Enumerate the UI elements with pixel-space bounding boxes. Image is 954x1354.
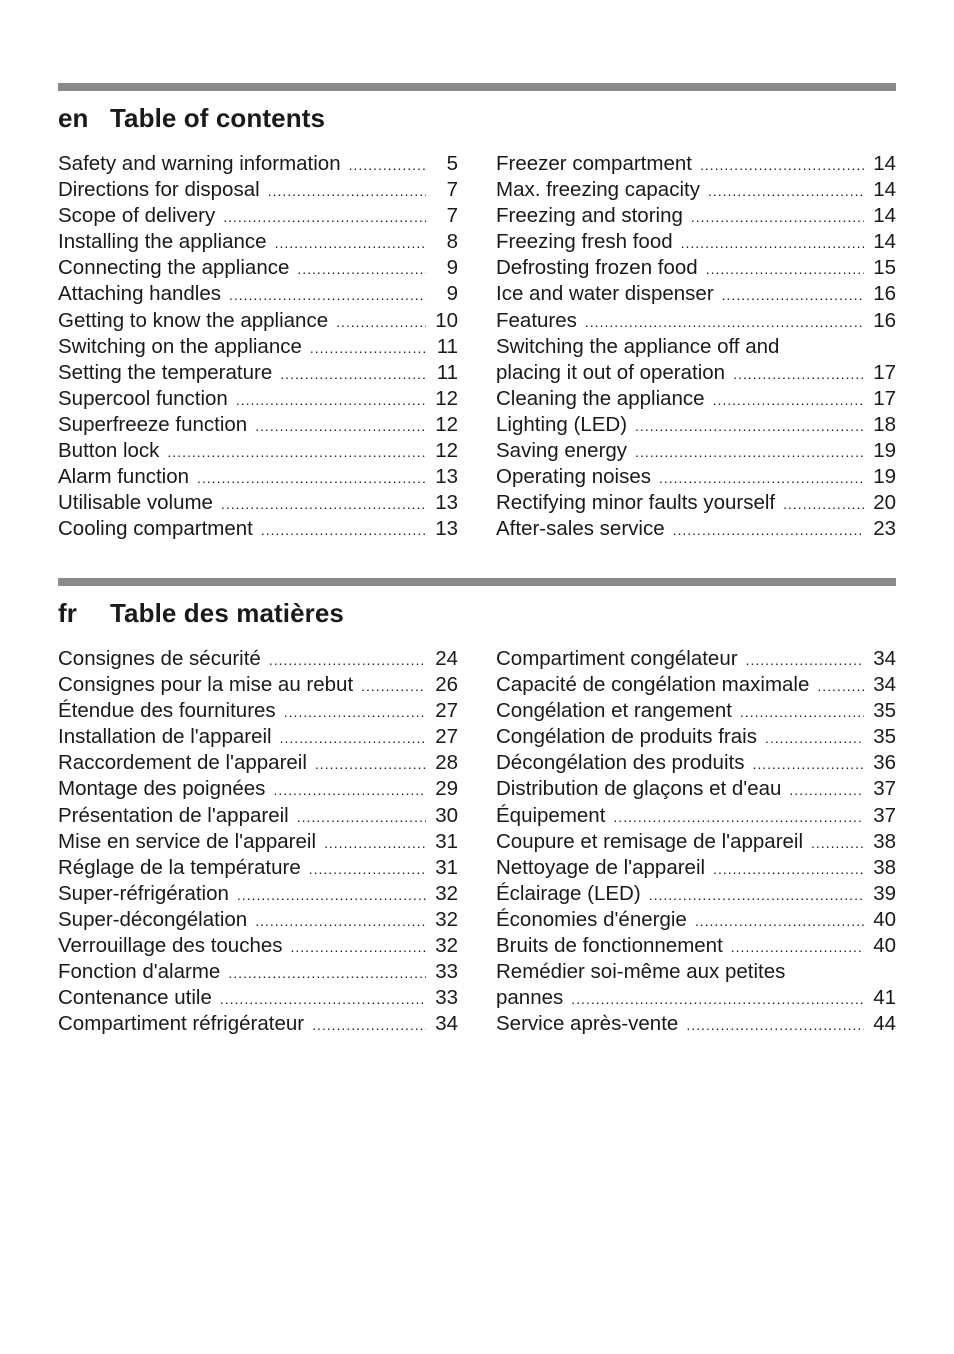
toc-entry-title: Saving energy bbox=[496, 439, 628, 463]
toc-column-left bbox=[58, 646, 458, 1037]
dot-leader bbox=[228, 960, 426, 986]
toc-entry-page: 34 bbox=[873, 647, 896, 670]
toc-entry[interactable] bbox=[496, 698, 896, 724]
toc-entry[interactable] bbox=[496, 360, 896, 386]
toc-entry-page: 17 bbox=[873, 360, 896, 384]
toc-column-right bbox=[496, 151, 896, 542]
dot-leader bbox=[268, 178, 426, 204]
toc-entry-title: Super-décongélation bbox=[58, 907, 248, 931]
dot-leader bbox=[221, 491, 426, 517]
toc-entry-title: Compartiment réfrigérateur bbox=[58, 1012, 305, 1036]
toc-entry[interactable] bbox=[496, 829, 896, 855]
toc-entry-title: Éclairage (LED) bbox=[496, 881, 641, 905]
toc-entry-page: 35 bbox=[873, 725, 896, 749]
toc-entry-page: 37 bbox=[873, 777, 896, 801]
toc-entry[interactable] bbox=[496, 1011, 896, 1037]
dot-leader bbox=[223, 204, 426, 230]
dot-leader bbox=[740, 699, 864, 725]
toc-entry[interactable] bbox=[496, 151, 896, 177]
toc-entry-page: 32 bbox=[435, 934, 458, 958]
toc-entry[interactable] bbox=[496, 412, 896, 438]
toc-entry[interactable] bbox=[496, 490, 896, 516]
toc-entry[interactable] bbox=[496, 334, 896, 360]
toc-entry-page: 28 bbox=[435, 751, 458, 775]
toc-entry-page: 36 bbox=[873, 751, 896, 775]
toc-entry[interactable] bbox=[496, 750, 896, 776]
toc-entry-page: 12 bbox=[435, 386, 458, 410]
toc-entry[interactable] bbox=[58, 803, 458, 829]
toc-entry[interactable] bbox=[496, 516, 896, 542]
toc-entry[interactable] bbox=[58, 516, 458, 542]
toc-entry[interactable] bbox=[496, 646, 896, 672]
dot-leader bbox=[681, 230, 864, 256]
toc-entry[interactable] bbox=[496, 464, 896, 490]
dot-leader bbox=[722, 282, 864, 308]
dot-leader bbox=[297, 804, 426, 830]
dot-leader bbox=[649, 882, 864, 908]
toc-entry-page: 24 bbox=[435, 647, 458, 670]
toc-entry[interactable] bbox=[496, 438, 896, 464]
toc-entry[interactable] bbox=[58, 308, 458, 334]
toc-entry-page: 17 bbox=[873, 386, 896, 410]
toc-entry[interactable] bbox=[58, 881, 458, 907]
toc-entry-title: Connecting the appliance bbox=[58, 256, 290, 280]
toc-entry-title: Attaching handles bbox=[58, 282, 221, 306]
dot-leader bbox=[280, 725, 426, 751]
toc-entry-title: Verrouillage des touches bbox=[58, 934, 283, 958]
toc-entry-title: pannes bbox=[496, 986, 564, 1010]
toc-entry-page: 18 bbox=[873, 412, 896, 436]
toc-entry[interactable] bbox=[496, 672, 896, 698]
toc-entry-title: Nettoyage de l'appareil bbox=[496, 855, 706, 879]
toc-entry-page: 23 bbox=[873, 517, 896, 541]
toc-entry-title: Installation de l'appareil bbox=[58, 725, 272, 749]
section-rule bbox=[58, 578, 896, 586]
dot-leader bbox=[269, 647, 426, 673]
toc-entry-page: 29 bbox=[435, 777, 458, 801]
toc-entry-title: Features bbox=[496, 308, 577, 332]
toc-entry-title: Button lock bbox=[58, 439, 160, 463]
toc-entry[interactable] bbox=[496, 907, 896, 933]
toc-entry-page: 13 bbox=[435, 491, 458, 515]
dot-leader bbox=[817, 673, 864, 699]
dot-leader bbox=[695, 908, 864, 934]
dot-leader bbox=[752, 751, 864, 777]
toc-entry-page: 44 bbox=[873, 1012, 896, 1036]
toc-entry-title: Super-réfrigération bbox=[58, 881, 229, 905]
toc-entry-page: 12 bbox=[435, 412, 458, 436]
toc-entry-title: Defrosting frozen food bbox=[496, 256, 698, 280]
toc-entry-title: Consignes de sécurité bbox=[58, 647, 261, 670]
dot-leader bbox=[220, 986, 426, 1012]
toc-entry-page: 9 bbox=[446, 282, 458, 306]
toc-entry[interactable] bbox=[58, 907, 458, 933]
toc-entry-page: 27 bbox=[435, 725, 458, 749]
toc-entry-page: 19 bbox=[873, 465, 896, 489]
toc-entry-title: Réglage de la température bbox=[58, 855, 301, 879]
language-code: fr bbox=[58, 598, 77, 628]
dot-leader bbox=[713, 856, 864, 882]
dot-leader bbox=[783, 491, 864, 517]
toc-entry-page: 32 bbox=[435, 907, 458, 931]
toc-entry[interactable] bbox=[496, 803, 896, 829]
dot-leader bbox=[731, 934, 864, 960]
toc-entry[interactable] bbox=[58, 985, 458, 1011]
toc-entry-title: Utilisable volume bbox=[58, 491, 213, 515]
toc-entry-title: Compartiment congélateur bbox=[496, 647, 738, 670]
dot-leader bbox=[167, 439, 426, 465]
toc-entry[interactable] bbox=[58, 464, 458, 490]
dot-leader bbox=[273, 777, 426, 803]
toc-entry-page: 5 bbox=[446, 152, 458, 175]
toc-entry-page: 15 bbox=[873, 256, 896, 280]
section-heading bbox=[58, 598, 896, 628]
toc-entry[interactable] bbox=[58, 151, 458, 177]
section-heading bbox=[58, 103, 896, 133]
toc-entry-page: 35 bbox=[873, 699, 896, 723]
toc-entry-page: 30 bbox=[435, 803, 458, 827]
dot-leader bbox=[585, 309, 864, 335]
toc-entry-title: Freezing and storing bbox=[496, 204, 683, 228]
toc-entry-title: Alarm function bbox=[58, 465, 190, 489]
section-rule bbox=[58, 83, 896, 91]
dot-leader bbox=[324, 830, 426, 856]
dot-leader bbox=[691, 204, 864, 230]
toc-entry-page: 13 bbox=[435, 465, 458, 489]
toc-entry-title: Raccordement de l'appareil bbox=[58, 751, 307, 775]
toc-entry[interactable] bbox=[58, 438, 458, 464]
toc-entry-title: Congélation et rangement bbox=[496, 699, 732, 723]
toc-entry-title: Remédier soi-même aux petites bbox=[496, 960, 786, 984]
toc-entry-title: Bruits de fonctionnement bbox=[496, 934, 723, 958]
toc-entry[interactable] bbox=[58, 203, 458, 229]
toc-entry-title: placing it out of operation bbox=[496, 360, 726, 384]
toc-entry-title: Rectifying minor faults yourself bbox=[496, 491, 776, 515]
toc-entry[interactable] bbox=[496, 881, 896, 907]
toc-entry[interactable] bbox=[496, 255, 896, 281]
toc-entry[interactable] bbox=[58, 698, 458, 724]
toc-entry-page: 40 bbox=[873, 907, 896, 931]
dot-leader bbox=[255, 908, 426, 934]
dot-leader bbox=[237, 882, 426, 908]
dot-leader bbox=[236, 387, 426, 413]
toc-entry[interactable] bbox=[58, 855, 458, 881]
toc-entry-page: 13 bbox=[435, 517, 458, 541]
toc-entry-page: 39 bbox=[873, 881, 896, 905]
toc-entry-title: Getting to know the appliance bbox=[58, 308, 329, 332]
toc-entry[interactable] bbox=[496, 229, 896, 255]
dot-leader bbox=[635, 413, 864, 439]
dot-leader bbox=[310, 335, 426, 361]
toc-entry[interactable] bbox=[58, 412, 458, 438]
toc-entry-page: 38 bbox=[873, 855, 896, 879]
toc-entry-page: 14 bbox=[873, 178, 896, 202]
toc-entry-page: 14 bbox=[873, 204, 896, 228]
dot-leader bbox=[659, 465, 864, 491]
toc-entry-title: Safety and warning information bbox=[58, 152, 341, 175]
dot-leader bbox=[708, 178, 864, 204]
toc-entry-page: 34 bbox=[435, 1012, 458, 1036]
toc-entry-title: Étendue des fournitures bbox=[58, 699, 276, 723]
toc-entry-title: Service après-vente bbox=[496, 1012, 679, 1036]
dot-leader bbox=[229, 282, 426, 308]
toc-entry[interactable] bbox=[496, 959, 896, 985]
toc-entry-title: Freezing fresh food bbox=[496, 230, 673, 254]
toc-entry-title: Operating noises bbox=[496, 465, 651, 489]
toc-entry-page: 7 bbox=[446, 204, 458, 228]
toc-entry-page: 31 bbox=[435, 829, 458, 853]
toc-entry-page: 40 bbox=[873, 934, 896, 958]
toc-entry-page: 31 bbox=[435, 855, 458, 879]
toc-entry[interactable] bbox=[58, 360, 458, 386]
toc-entry[interactable] bbox=[58, 724, 458, 750]
toc-entry-page: 26 bbox=[435, 673, 458, 697]
dot-leader bbox=[291, 934, 426, 960]
section-title: Table des matières bbox=[110, 598, 344, 628]
dot-leader bbox=[635, 439, 864, 465]
dot-leader bbox=[280, 361, 426, 387]
dot-leader bbox=[255, 413, 426, 439]
dot-leader bbox=[197, 465, 426, 491]
toc-entry-title: After-sales service bbox=[496, 517, 665, 541]
toc-entry[interactable] bbox=[496, 933, 896, 959]
toc-entry[interactable] bbox=[58, 933, 458, 959]
toc-entry-title: Capacité de congélation maximale bbox=[496, 673, 810, 697]
toc-entry-page: 27 bbox=[435, 699, 458, 723]
toc-column-left bbox=[58, 151, 458, 542]
toc-entry-page: 10 bbox=[435, 308, 458, 332]
toc-entry-title: Superfreeze function bbox=[58, 412, 248, 436]
toc-entry-title: Scope of delivery bbox=[58, 204, 216, 228]
toc-entry[interactable] bbox=[58, 1011, 458, 1037]
toc-entry-page: 12 bbox=[435, 439, 458, 463]
dot-leader bbox=[789, 777, 864, 803]
dot-leader bbox=[361, 673, 426, 699]
toc-entry-page: 14 bbox=[873, 152, 896, 175]
toc-entry[interactable] bbox=[58, 177, 458, 203]
toc-entry-page: 38 bbox=[873, 829, 896, 853]
toc-entry[interactable] bbox=[58, 750, 458, 776]
dot-leader bbox=[261, 517, 426, 543]
toc-entry[interactable] bbox=[58, 386, 458, 412]
toc-entry-title: Switching on the appliance bbox=[58, 334, 302, 358]
toc-entry[interactable] bbox=[58, 776, 458, 802]
toc-entry-page: 19 bbox=[873, 439, 896, 463]
toc-entry-title: Cooling compartment bbox=[58, 517, 253, 541]
toc-entry-title: Freezer compartment bbox=[496, 152, 692, 175]
toc-entry-title: Distribution de glaçons et d'eau bbox=[496, 777, 782, 801]
toc-entry-page: 14 bbox=[873, 230, 896, 254]
toc-entry[interactable] bbox=[58, 255, 458, 281]
dot-leader bbox=[275, 230, 426, 256]
toc-entry[interactable] bbox=[58, 959, 458, 985]
toc-entry[interactable] bbox=[496, 724, 896, 750]
toc-entry-title: Setting the temperature bbox=[58, 360, 273, 384]
toc-entry-page: 20 bbox=[873, 491, 896, 515]
toc-entry[interactable] bbox=[496, 177, 896, 203]
toc-entry-page: 33 bbox=[435, 986, 458, 1010]
section-title: Table of contents bbox=[110, 103, 326, 133]
toc-entry-page: 34 bbox=[873, 673, 896, 697]
toc-entry-title: Switching the appliance off and bbox=[496, 334, 780, 358]
dot-leader bbox=[349, 152, 426, 178]
toc-entry-title: Ice and water dispenser bbox=[496, 282, 714, 306]
toc-entry[interactable] bbox=[58, 672, 458, 698]
dot-leader bbox=[765, 725, 864, 751]
toc-entry-page: 11 bbox=[436, 334, 458, 358]
dot-leader bbox=[733, 361, 864, 387]
toc-entry-page: 7 bbox=[446, 178, 458, 202]
toc-column-right bbox=[496, 646, 896, 1037]
toc-section-fr bbox=[58, 578, 896, 1036]
toc-entry-page: 32 bbox=[435, 881, 458, 905]
toc-entry-page: 11 bbox=[436, 360, 458, 384]
toc-entry-page: 8 bbox=[446, 230, 458, 254]
dot-leader bbox=[673, 517, 864, 543]
dot-leader bbox=[309, 856, 426, 882]
toc-entry-title: Consignes pour la mise au rebut bbox=[58, 673, 354, 697]
toc-entry-page: 16 bbox=[873, 282, 896, 306]
toc-entry-title: Cleaning the appliance bbox=[496, 386, 705, 410]
toc-entry[interactable] bbox=[496, 281, 896, 307]
dot-leader bbox=[686, 1012, 864, 1038]
toc-entry-title: Équipement bbox=[496, 803, 606, 827]
toc-entry-title: Fonction d'alarme bbox=[58, 960, 221, 984]
toc-entry[interactable] bbox=[58, 829, 458, 855]
toc-entry[interactable] bbox=[58, 646, 458, 672]
toc-entry[interactable] bbox=[496, 985, 896, 1011]
toc-entry-page: 37 bbox=[873, 803, 896, 827]
dot-leader bbox=[613, 804, 864, 830]
dot-leader bbox=[706, 256, 864, 282]
dot-leader bbox=[713, 387, 864, 413]
toc-entry-title: Décongélation des produits bbox=[496, 751, 745, 775]
toc-entry[interactable] bbox=[58, 281, 458, 307]
dot-leader bbox=[571, 986, 864, 1012]
toc-entry-title: Montage des poignées bbox=[58, 777, 266, 801]
toc-entry-title: Coupure et remisage de l'appareil bbox=[496, 829, 804, 853]
dot-leader bbox=[312, 1012, 426, 1038]
toc-entry[interactable] bbox=[58, 229, 458, 255]
toc-entry[interactable] bbox=[496, 776, 896, 802]
toc-entry-title: Présentation de l'appareil bbox=[58, 803, 289, 827]
toc-entry-title: Directions for disposal bbox=[58, 178, 260, 202]
toc-entry-title: Lighting (LED) bbox=[496, 412, 628, 436]
toc-entry-title: Mise en service de l'appareil bbox=[58, 829, 317, 853]
toc-entry-page: 16 bbox=[873, 308, 896, 332]
toc-entry-title: Max. freezing capacity bbox=[496, 178, 700, 202]
toc-entry-title: Installing the appliance bbox=[58, 230, 267, 254]
dot-leader bbox=[700, 152, 864, 178]
toc-entry-title: Économies d'énergie bbox=[496, 907, 687, 931]
toc-section-en bbox=[58, 83, 896, 541]
dot-leader bbox=[336, 309, 426, 335]
toc-entry[interactable] bbox=[58, 490, 458, 516]
dot-leader bbox=[284, 699, 426, 725]
toc-entry-title: Congélation de produits frais bbox=[496, 725, 757, 749]
toc-entry-title: Supercool function bbox=[58, 386, 228, 410]
toc-entry[interactable] bbox=[496, 203, 896, 229]
dot-leader bbox=[315, 751, 426, 777]
toc-entry[interactable] bbox=[58, 334, 458, 360]
toc-entry-page: 41 bbox=[873, 986, 896, 1010]
toc-entry[interactable] bbox=[496, 308, 896, 334]
dot-leader bbox=[297, 256, 426, 282]
toc-entry-page: 9 bbox=[446, 256, 458, 280]
toc-entry-page: 33 bbox=[435, 960, 458, 984]
toc-entry-title: Contenance utile bbox=[58, 986, 212, 1010]
dot-leader bbox=[746, 647, 864, 673]
toc-entry[interactable] bbox=[496, 386, 896, 412]
language-code: en bbox=[58, 103, 89, 133]
dot-leader bbox=[811, 830, 864, 856]
toc-entry[interactable] bbox=[496, 855, 896, 881]
